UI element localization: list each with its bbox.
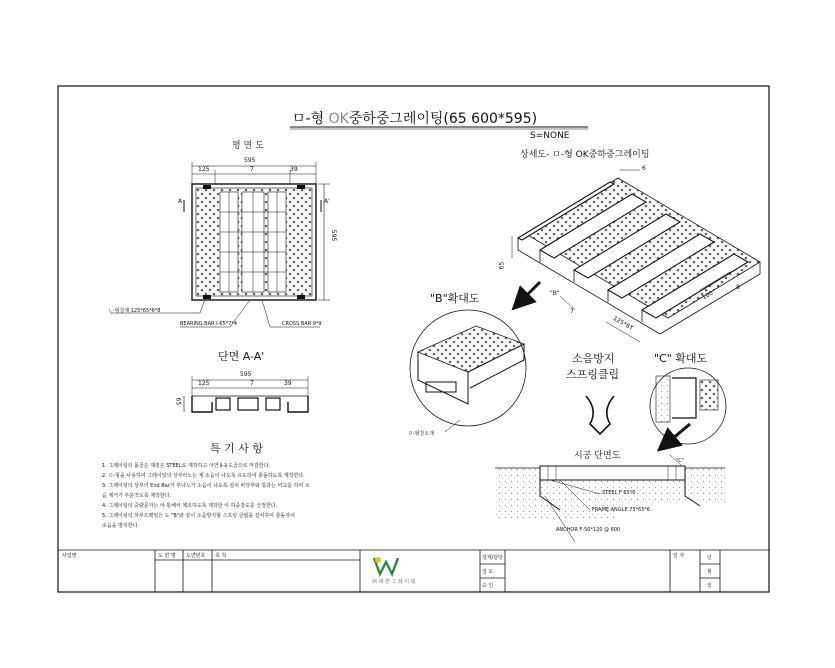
iso-dim-end: 8 <box>736 284 740 291</box>
note-item: 2. ㅁ-형을 사용하여 그레이팅의 상부라노는 제 소음이 나도록 유도하여 충돌하도록 제작한다. <box>102 473 305 479</box>
notes-list <box>102 462 432 532</box>
titleblock-year: 년 <box>707 555 712 561</box>
construction-callout-c: "C" <box>676 458 685 464</box>
isometric-view <box>512 170 760 342</box>
clip-heading-1: 소음방지 <box>572 352 615 365</box>
section-dim-height: 65 <box>174 397 182 406</box>
plan-dim-right: 39 <box>290 166 298 173</box>
titleblock-approved: 승 인 <box>482 583 494 589</box>
iso-heading: 상세도- ㅁ-형 OK중하중그레이팅 <box>520 150 650 160</box>
titleblock-scale: 축 척 <box>215 553 227 559</box>
section-dim-total: 595 <box>240 371 252 378</box>
iso-callout-b: "B" <box>550 290 560 297</box>
note-item: 1. 그레이팅의 몸골은 재질은 STEEL로 제작하고 아연용융도금으로 마감한다. <box>102 463 271 469</box>
titleblock-day: 일 <box>707 583 712 589</box>
iso-dim-gap: 7 <box>570 308 574 315</box>
section-dim-mid: 7 <box>250 380 254 387</box>
detail-c-heading: "C" 확대도 <box>654 352 708 365</box>
plan-view <box>110 162 330 327</box>
detail-b-view <box>410 310 526 432</box>
construction-label-anchor: ANCHOR F-50*120 @ 600 <box>556 527 621 533</box>
titleblock-drawing-name: 도 면 명 <box>158 553 176 559</box>
detail-b-heading: "B"확대도 <box>430 292 480 305</box>
iso-dim-pitch: 100 <box>701 289 715 302</box>
page-title <box>292 108 537 128</box>
company-logo <box>374 557 398 574</box>
plan-dim-total: 595 <box>244 157 256 164</box>
plan-label-cross: CROSS BAR 9*9 <box>282 321 322 327</box>
plan-label-frame: ㄴ-형강재 125*65*6*8 <box>108 308 161 314</box>
note-item: 음 제거가 부분적도록 제작한다. <box>102 493 172 499</box>
iso-dim-top: 6 <box>642 165 646 172</box>
arrow-to-detail-c <box>666 424 690 444</box>
plan-heading: 평 면 도 <box>232 141 264 151</box>
scale-label: S=NONE <box>530 131 570 141</box>
title-main: 중하중그레이팅(65 600*595) <box>348 111 538 127</box>
iso-dim-height: 65 <box>498 261 506 270</box>
notes-heading: 특 기 사 항 <box>210 442 263 455</box>
titleblock-date: 일 자 <box>673 553 685 559</box>
construction-heading: 시공 단면도 <box>574 451 621 461</box>
plan-mark-right: A' <box>324 198 330 205</box>
titleblock-drawing-no: 도면번호 <box>186 553 206 559</box>
iso-dim-frame: 125*6T <box>611 314 635 333</box>
detail-c-view <box>650 368 726 444</box>
construction-label-steel: STEEL F 65*6 <box>602 490 636 496</box>
title-prefix: ㅁ-형 <box>292 111 325 127</box>
spring-clip <box>586 396 614 434</box>
plan-dim-side: 595 <box>330 229 338 242</box>
detail-b-label: ㅁ-형강소재 <box>408 431 434 437</box>
section-dim-right: 39 <box>284 380 292 387</box>
titleblock-designer: 설계/담당 <box>482 555 504 561</box>
section-dim-left: 125 <box>198 380 210 387</box>
plan-label-bearing: BEARING BAR I-65*7*4 <box>180 321 238 327</box>
note-item: 3. 그레이팅의 상부의 End Bar가 부나노가 소음이 나도록 설치 바닥부와 통과는 비교를 하여 소 <box>102 483 310 489</box>
title-brand: OK <box>328 111 349 127</box>
titleblock-month: 월 <box>707 569 712 575</box>
company-name: ㈜ 대 한 그 레 이 팅 <box>372 579 416 585</box>
clip-heading-2: 스프링클립 <box>566 368 620 381</box>
note-item: 소음을 방지한다. <box>102 523 139 529</box>
arrow-to-detail-b <box>520 282 540 302</box>
plan-dim-mid: 7 <box>250 166 254 173</box>
titleblock-checked: 검 토 <box>482 569 494 575</box>
note-item: 4. 그레이팅의 중량문자는 야 통해서 제조하도록 제작한 이 하중강도를 산정한다. <box>102 503 278 509</box>
section-heading: 단면 A-A' <box>218 350 265 363</box>
plan-mark-left: A <box>178 198 183 205</box>
construction-label-frame: FRAME ANGLE 75*65*6 <box>592 507 651 513</box>
plan-dim-left: 125 <box>198 166 210 173</box>
note-item: 5. 그레이팅의 하부프레임은 도 "B"와 같이 소음방지형 스프링 클립을 설치하여 충돌하여 <box>102 513 295 519</box>
titleblock-project: 사업명 <box>62 553 77 559</box>
